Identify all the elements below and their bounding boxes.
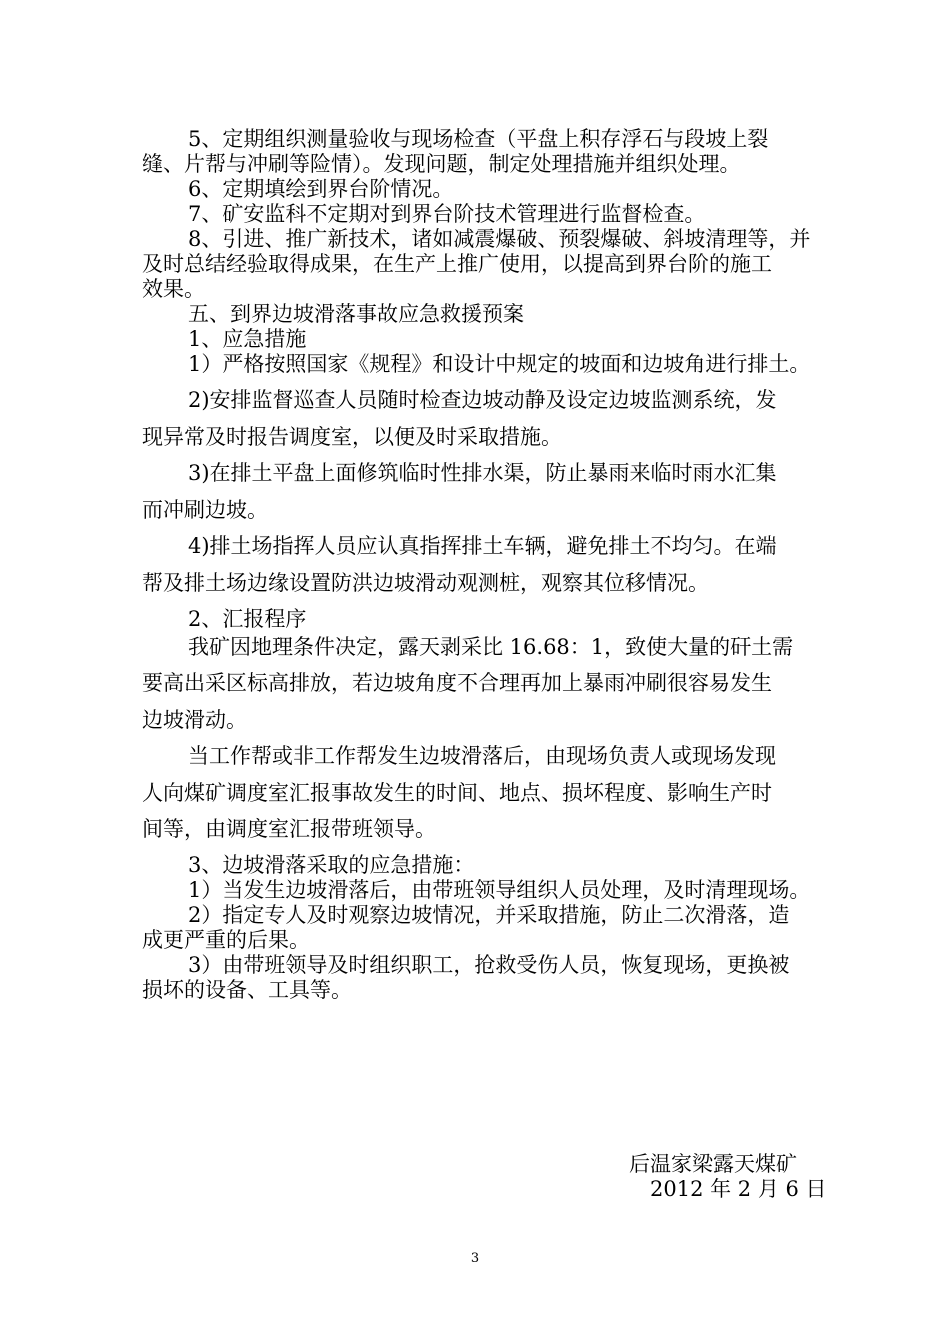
text-line: 我矿因地理条件决定，露天剥采比 16.68：1，致使大量的矸土需 xyxy=(188,635,794,659)
text-line: 人向煤矿调度室汇报事故发生的时间、地点、损坏程度、影响生产时 xyxy=(142,781,772,805)
text-line: 8、引进、推广新技术，诸如减震爆破、预裂爆破、斜坡清理等，并 xyxy=(188,227,811,251)
text-line: 2、汇报程序 xyxy=(188,607,307,631)
text-line: 效果。 xyxy=(142,277,205,301)
text-line: 现异常及时报告调度室，以便及时采取措施。 xyxy=(142,425,562,449)
text-line: 边坡滑动。 xyxy=(142,708,247,732)
text-line: 2）指定专人及时观察边坡情况，并采取措施，防止二次滑落，造 xyxy=(188,903,790,927)
text-line: 帮及排土场边缘设置防洪边坡滑动观测桩，观察其位移情况。 xyxy=(142,571,709,595)
text-line: 1、应急措施 xyxy=(188,327,307,351)
text-line: 3、边坡滑落采取的应急措施： xyxy=(188,853,475,877)
text-line: 要高出采区标高排放，若边坡角度不合理再加上暴雨冲刷很容易发生 xyxy=(142,671,772,695)
text-line: 损坏的设备、工具等。 xyxy=(142,978,352,1002)
text-line: 1）严格按照国家《规程》和设计中规定的坡面和边坡角进行排土。 xyxy=(188,352,811,376)
text-line: 6、定期填绘到界台阶情况。 xyxy=(188,177,454,201)
text-line: 缝、片帮与冲刷等险情）。发现问题，制定处理措施并组织处理。 xyxy=(142,152,741,176)
text-line: 五、到界边坡滑落事故应急救援预案 xyxy=(188,302,524,326)
text-line: 3）由带班领导及时组织职工，抢救受伤人员，恢复现场，更换被 xyxy=(188,953,790,977)
text-line: 成更严重的后果。 xyxy=(142,928,310,952)
text-line: 3)在排土平盘上面修筑临时性排水渠，防止暴雨来临时雨水汇集 xyxy=(188,461,777,485)
text-line: 及时总结经验取得成果，在生产上推广使用，以提高到界台阶的施工 xyxy=(142,252,772,276)
text-line: 1）当发生边坡滑落后，由带班领导组织人员处理，及时清理现场。 xyxy=(188,878,811,902)
text-line: 当工作帮或非工作帮发生边坡滑落后，由现场负责人或现场发现 xyxy=(188,744,776,768)
signature-line: 2012 年 2 月 6 日 xyxy=(650,1177,827,1201)
text-line: 7、矿安监科不定期对到界台阶技术管理进行监督检查。 xyxy=(188,202,706,226)
text-line: 5、定期组织测量验收与现场检查（平盘上积存浮石与段坡上裂 xyxy=(188,127,769,151)
text-line: 4)排土场指挥人员应认真指挥排土车辆，避免排土不均匀。在端 xyxy=(188,534,777,558)
page-number: 3 xyxy=(470,1251,480,1266)
signature-line: 后温家梁露天煤矿 xyxy=(629,1152,797,1176)
text-line: 2)安排监督巡查人员随时检查边坡动静及设定边坡监测系统，发 xyxy=(188,388,777,412)
text-line: 间等，由调度室汇报带班领导。 xyxy=(142,817,436,841)
text-line: 而冲刷边坡。 xyxy=(142,498,268,522)
